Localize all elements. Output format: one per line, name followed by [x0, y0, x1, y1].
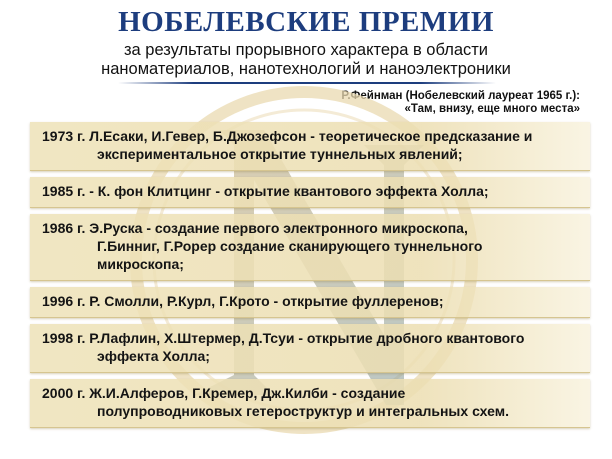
subtitle-line-1: за результаты прорывного характера в области [123, 41, 489, 59]
prize-entry-line: микроскопа; [97, 256, 184, 272]
prize-entry-2000 [30, 379, 590, 428]
prize-entry-line: полупроводниковых гетероструктур и интегральных схем. [97, 403, 509, 419]
prize-entry-1985 [30, 177, 590, 208]
prize-list [30, 122, 590, 434]
prize-entry-line: 1985 г. - К. фон Клитцинг - открытие квантового эффекта Холла; [42, 183, 489, 199]
prize-entry-line: экспериментальное открытие туннельных явлений; [97, 146, 463, 162]
prize-entry-line: эффекта Холла; [97, 348, 210, 364]
prize-entry-line: 2000 г. Ж.И.Алферов, Г.Кремер, Дж.Килби - создание [42, 385, 406, 401]
prize-entry-line: 1973 г. Л.Есаки, И.Гевер, Б.Джозефсон - теоретическое предсказание и [42, 128, 533, 144]
prize-entry-line: 1986 г. Э.Руска - создание первого электронного микроскопа, [42, 220, 468, 236]
prize-entry-line: 1996 г. Р. Смолли, Р.Курл, Г.Крото - открытие фуллеренов; [42, 293, 444, 309]
prize-entry-line: 1998 г. Р.Лафлин, Х.Штермер, Д.Тсуи - открытие дробного квантового [42, 330, 525, 346]
subtitle-line-2: наноматериалов, нанотехнологий и наноэлектроники [101, 60, 511, 78]
page-title: НОБЕЛЕВСКИЕ ПРЕМИИ [118, 6, 494, 38]
prize-entry-1998 [30, 324, 590, 373]
prize-entry-1986 [30, 214, 590, 281]
prize-entry-1996 [30, 287, 590, 318]
prize-entry-1973 [30, 122, 590, 171]
prize-entry-line: Г.Бинниг, Г.Рорер создание сканирующего туннельного [97, 238, 483, 254]
quote-attribution: Р.Фейнман (Нобелевский лауреат 1965 г.): [341, 90, 580, 102]
quote-text: «Там, внизу, еще много места» [404, 103, 580, 115]
